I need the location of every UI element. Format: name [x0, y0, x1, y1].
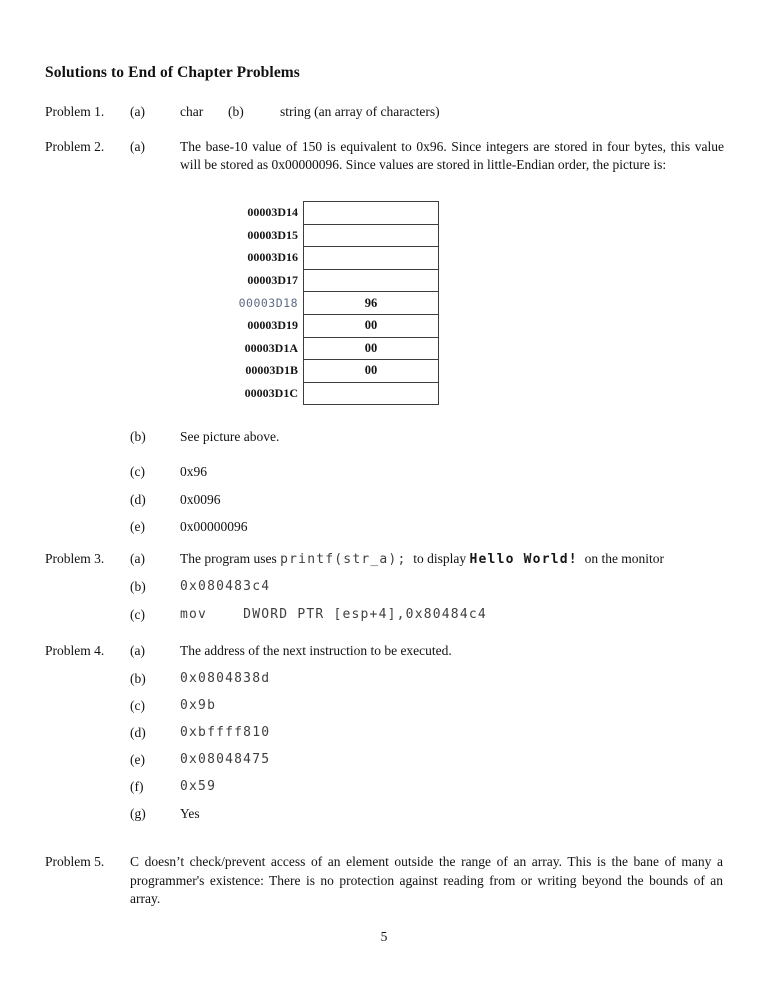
problem-4-part-f-letter: (f): [130, 779, 144, 794]
problem-4-part-d-letter: (d): [130, 725, 146, 740]
memory-address-label: 00003D1A: [244, 340, 298, 355]
problem-2-part-b-letter: (b): [130, 429, 146, 444]
memory-cell: [303, 359, 439, 383]
memory-cell: [303, 201, 439, 225]
problem-1-label: Problem 1.: [45, 104, 105, 119]
page-number: 5: [380, 929, 388, 944]
memory-address-label: 00003D17: [247, 273, 298, 288]
problem-3-a-text: on the monitor: [577, 551, 665, 566]
memory-cell: [303, 246, 439, 270]
problem-3-a-text: The program uses: [180, 551, 281, 566]
problem-4-part-g-letter: (g): [130, 806, 146, 821]
problem-3-answer-a: [180, 551, 664, 568]
memory-cell: [303, 337, 439, 361]
problem-4-answer-e: 0x08048475: [180, 752, 271, 767]
problem-4-answer-f: 0x59: [180, 779, 217, 794]
memory-row: [208, 291, 439, 315]
problem-1-part-a-letter: (a): [130, 104, 145, 119]
problem-4-answer-b: 0x0804838d: [180, 671, 271, 686]
memory-row: [208, 337, 439, 361]
memory-cell: [303, 291, 439, 315]
problem-1-answer-b: string (an array of characters): [280, 104, 440, 119]
memory-row: [208, 224, 439, 248]
problem-3-answer-b: 0x080483c4: [180, 579, 271, 594]
memory-row: [208, 246, 439, 270]
page-title: Solutions to End of Chapter Problems: [45, 64, 300, 81]
memory-address-label: 00003D1C: [244, 386, 298, 401]
problem-4-label: Problem 4.: [45, 643, 105, 658]
problem-2-part-d-letter: (d): [130, 492, 146, 507]
problem-1-part-b-letter: (b): [228, 104, 244, 119]
problem-4-part-a-letter: (a): [130, 643, 145, 658]
problem-4-answer-g: Yes: [180, 806, 200, 821]
problem-3-part-c-letter: (c): [130, 607, 145, 622]
problem-2-answer-c: 0x96: [180, 464, 207, 479]
memory-cell-value: 96: [364, 295, 378, 310]
problem-2-part-c-letter: (c): [130, 464, 145, 479]
memory-cell-value: 00: [364, 318, 378, 333]
problem-2-part-a-letter: (a): [130, 139, 145, 154]
memory-diagram: [208, 201, 439, 405]
problem-5-answer: C doesn’t check/prevent access of an element outside the range of an array. This is the bane of many a programmer's existence: There is no protection against reading from or writing beyond the bounds of an array.: [130, 854, 723, 906]
problem-3-a-text: to display: [406, 551, 470, 566]
problem-2-answer-b: See picture above.: [180, 429, 280, 444]
memory-row: [208, 359, 439, 383]
memory-address-label: 00003D16: [247, 250, 298, 265]
problem-4-answer-a: The address of the next instruction to be executed.: [180, 643, 452, 658]
problem-2-label: Problem 2.: [45, 139, 105, 154]
problem-3-answer-c: mov DWORD PTR [esp+4],0x80484c4: [180, 607, 487, 622]
inline-code-hello-world: Hello World!: [469, 552, 578, 567]
problem-3-part-a-letter: (a): [130, 551, 145, 566]
problem-4-answer-d: 0xbffff810: [180, 725, 271, 740]
memory-row: [208, 269, 439, 293]
memory-address-label: 00003D19: [247, 318, 298, 333]
problem-2-answer-e: 0x00000096: [180, 519, 248, 534]
problem-2-answer-a: The base-10 value of 150 is equivalent to 0x96. Since integers are stored in four bytes, this value will be stored as 0x00000096. Since values are stored in little-Endian order, the picture is:: [180, 139, 724, 172]
memory-cell: [303, 224, 439, 248]
memory-address-label-highlighted: 00003D18: [238, 296, 298, 311]
problem-4-answer-c: 0x9b: [180, 698, 217, 713]
memory-address-label: 00003D1B: [245, 363, 298, 378]
problem-4-part-b-letter: (b): [130, 671, 146, 686]
memory-address-label: 00003D15: [247, 227, 298, 242]
problem-3-label: Problem 3.: [45, 551, 105, 566]
problem-3-part-b-letter: (b): [130, 579, 146, 594]
problem-4-part-e-letter: (e): [130, 752, 145, 767]
memory-cell-value: 00: [364, 340, 378, 355]
memory-cell: [303, 314, 439, 338]
problem-2-part-e-letter: (e): [130, 519, 145, 534]
problem-4-part-c-letter: (c): [130, 698, 145, 713]
memory-address-label: 00003D14: [247, 205, 298, 220]
memory-row: [208, 382, 439, 406]
memory-cell: [303, 269, 439, 293]
problem-2-answer-d: 0x0096: [180, 492, 221, 507]
memory-cell: [303, 382, 439, 406]
problem-5-label: Problem 5.: [45, 854, 105, 869]
memory-cell-value: 00: [364, 363, 378, 378]
memory-row: [208, 201, 439, 225]
inline-code-printf: printf(str_a);: [280, 552, 407, 567]
problem-1-answer-a: char: [180, 104, 204, 119]
memory-row: [208, 314, 439, 338]
